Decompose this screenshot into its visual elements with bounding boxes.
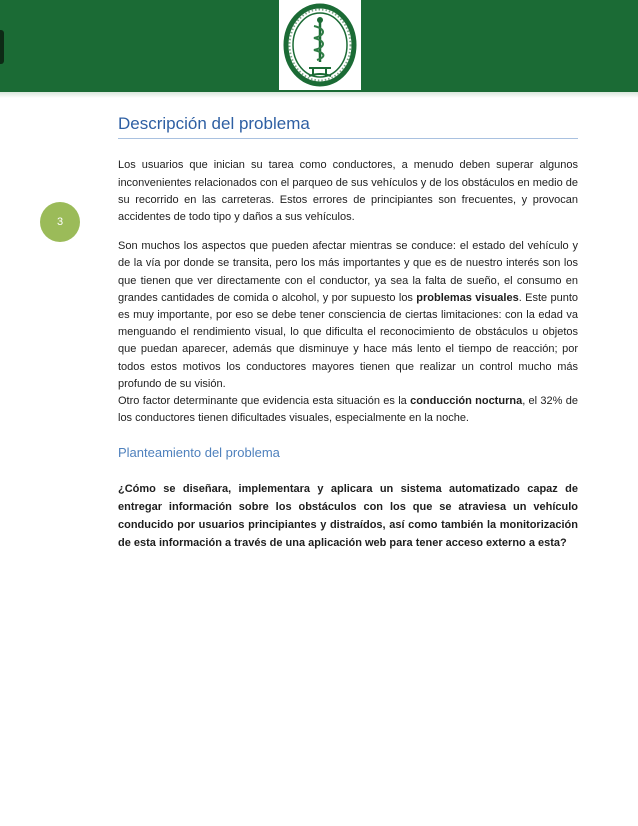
paragraph-1: Los usuarios que inician su tarea como conductores, a menudo deben superar algunos inconvenientes relacionados con el parqueo de sus vehículos y de los obstáculos en medio de su recorrido en las carreteras. Estos errores de principiantes son frecuentes, y provocan accidentes de todo tipo y daños a sus vehículos. bbox=[118, 159, 578, 223]
university-seal-icon bbox=[279, 0, 361, 90]
paragraph-2-emphasis: problemas visuales bbox=[416, 291, 519, 304]
paragraph-3 bbox=[118, 393, 578, 427]
research-question: ¿Cómo se diseñara, implementara y aplicara un sistema automatizado capaz de entregar información sobre los obstáculos con los que se atraviesa un vehículo conducido por usuarios principiantes y distraídos, así como también la monitorización de esta información a través de una aplicación web para tener acceso externo a esta? bbox=[118, 483, 578, 550]
paragraph-3-text-a: Otro factor determinante que evidencia esta situación es la bbox=[118, 395, 411, 408]
document-body bbox=[118, 114, 578, 563]
header-shadow bbox=[0, 92, 638, 98]
left-edge-tab bbox=[0, 30, 4, 64]
paragraph-2 bbox=[118, 238, 578, 393]
paragraph-3-text-b: , el 32% de los conductores tienen dificultades visuales, especialmente en la noche. bbox=[118, 395, 578, 425]
subsection-title: Planteamiento del problema bbox=[118, 445, 280, 461]
paragraph-3-emphasis: conducción nocturna bbox=[410, 395, 523, 408]
paragraph-2-text-a: Son muchos los aspectos que pueden afectar mientras se conduce: el estado del vehículo y de la vía por donde se transita, pero los más importantes y que es de nuestro interés son los que tienen que ver directamente con el conductor, ya sea la falta de sueño, el consumo en grandes cantidades de comida o alcohol, y por supuesto los bbox=[118, 240, 578, 304]
page-number-badge: 3 bbox=[40, 202, 80, 242]
section-title: Descripción del problema bbox=[118, 114, 578, 139]
paragraph-2-text-b: . Este punto es muy importante, por eso se debe tener consciencia de ciertas limitaciones: con la edad va menguando el rendimiento visual, lo que dificulta el reconocimiento de obstáculos u objetos que puedan aparecer, además que disminuye y hace más lento el tiempo de reacción; por todos estos motivos los conductores mayores tienen que realizar un control mucho más profundo de su visión. bbox=[118, 291, 578, 390]
